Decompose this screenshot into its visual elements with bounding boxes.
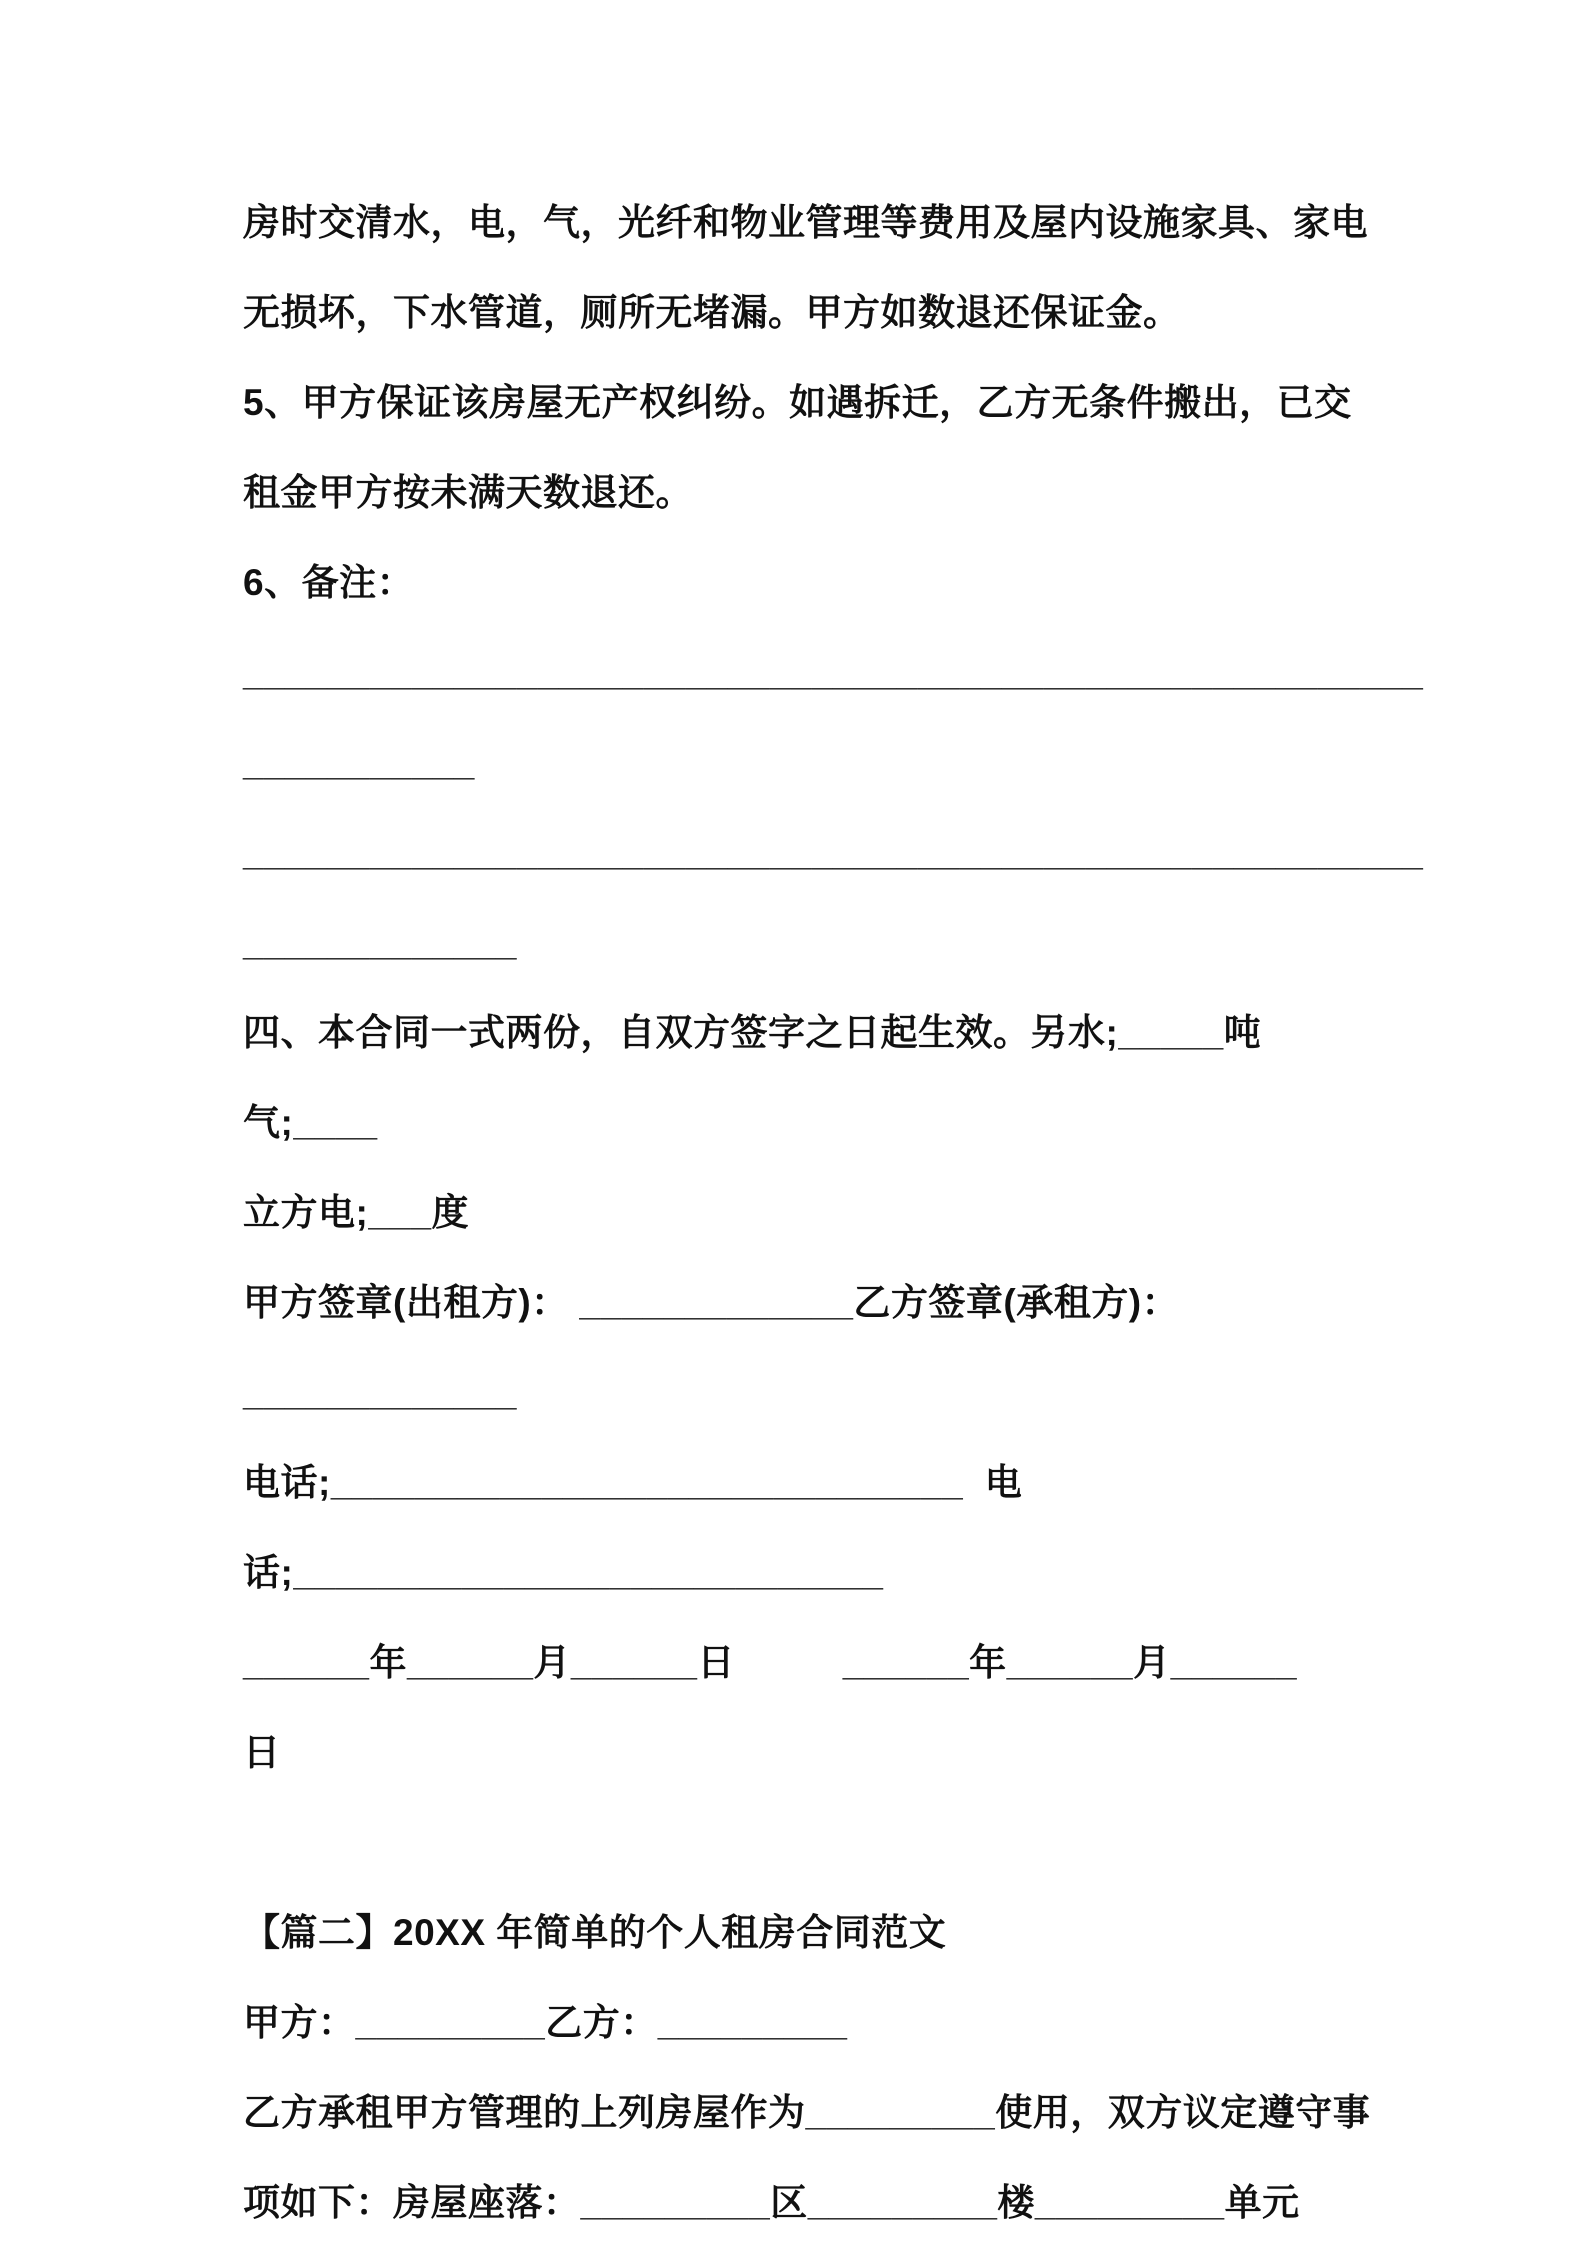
text-line: 四、本合同一式两份，自双方签字之日起生效。另水;_____吨气;____ <box>243 1012 1262 1143</box>
fill-in-blank-line: ________________________________________________________ <box>243 832 1424 873</box>
blank-spacer-line <box>243 1798 1386 1888</box>
fill-in-blank-line: ________________________________________________________ <box>243 652 1424 693</box>
fill-in-blank-line: ___________ <box>243 742 475 783</box>
date-line: ______年______月______日 ______年______月______ <box>243 1642 1298 1683</box>
text-line: 项如下：房屋座落：_________区_________楼_________单元 <box>243 2182 1300 2223</box>
text-line: 5、甲方保证该房屋无产权纠纷。如遇拆迁，乙方无条件搬出，已交 <box>243 382 1352 423</box>
text-line: 6、备注： <box>243 562 415 603</box>
text-line: 立方电;___度 <box>243 1192 470 1233</box>
date-line: 日 <box>243 1732 281 1773</box>
phone-line: 电话;______________________________ 电 <box>243 1462 1023 1503</box>
fill-in-blank-line: _____________ <box>243 922 518 963</box>
signature-line: 甲方签章(出租方)： _____________乙方签章(承租方)： <box>243 1282 1180 1323</box>
section-heading: 【篇二】20XX 年简单的个人租房合同范文 <box>243 1912 947 1953</box>
fill-in-blank-line: _____________ <box>243 1372 518 1413</box>
text-line: 无损坏，下水管道，厕所无堵漏。甲方如数退还保证金。 <box>243 292 1181 333</box>
text-line: 租金甲方按未满天数退还。 <box>243 472 693 513</box>
party-line: 甲方：_________乙方：_________ <box>243 2002 848 2043</box>
text-line: 乙方承租甲方管理的上列房屋作为_________使用，双方议定遵守事 <box>243 2092 1371 2133</box>
text-line: 房时交清水，电，气，光纤和物业管理等费用及屋内设施家具、家电 <box>243 202 1368 243</box>
phone-line: 话;____________________________ <box>243 1552 884 1593</box>
